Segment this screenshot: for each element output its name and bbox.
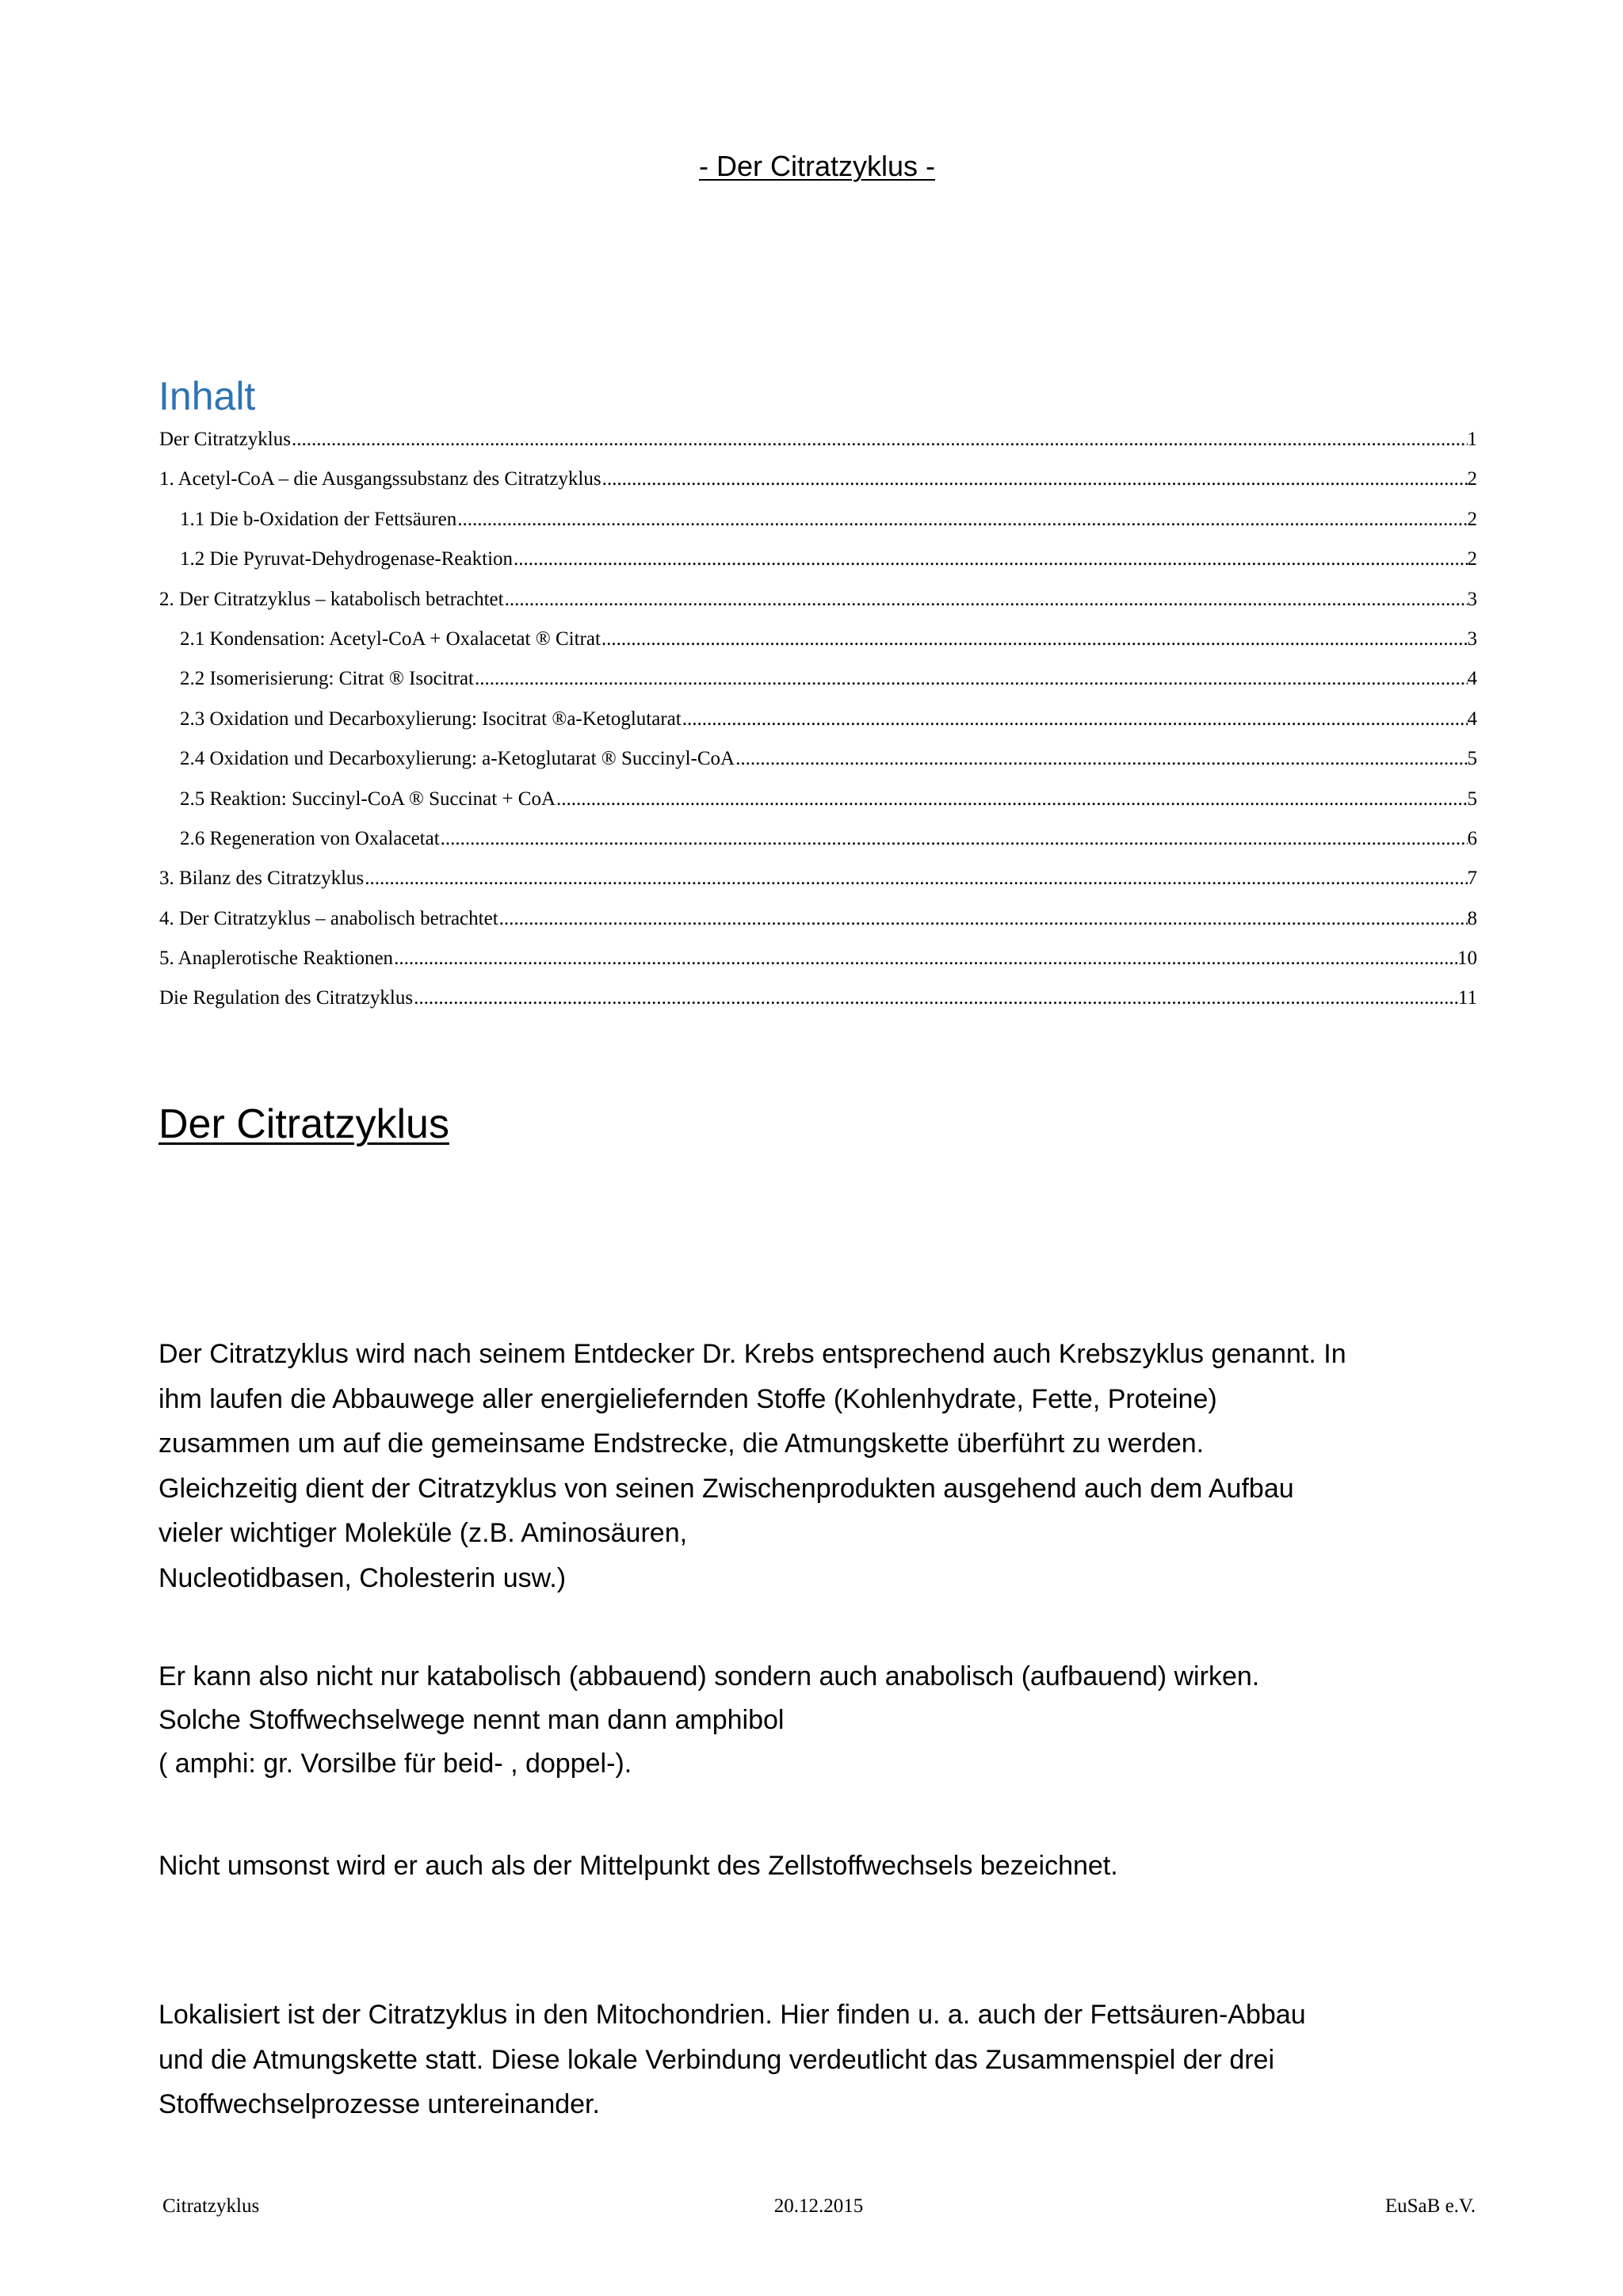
toc-entry-label: 2.1 Kondensation: Acetyl-CoA + Oxalacetat ® Citrat (180, 627, 601, 650)
paragraph-line: Lokalisiert ist der Citratzyklus in den Mitochondrien. Hier finden u. a. auch der Fettsäuren-Abbau (158, 2000, 1306, 2030)
toc-entry-page: 1 (1467, 429, 1477, 450)
paragraph-line: ( amphi: gr. Vorsilbe für beid- , doppel-). (158, 1749, 632, 1779)
toc-entry-page: 10 (1457, 948, 1477, 970)
toc-leader (735, 739, 1467, 779)
toc-leader (601, 620, 1468, 659)
toc-leader (364, 859, 1467, 898)
toc-entry-label: 1. Acetyl-CoA – die Ausgangssubstanz des Citratzyklus (159, 468, 601, 490)
toc-entry-label: 2.3 Oxidation und Decarboxylierung: Isocitrat ®a-Ketoglutarat (180, 707, 682, 730)
table-of-contents (159, 420, 1477, 1019)
toc-entry-label: 2.5 Reaktion: Succinyl-CoA ® Succinat + CoA (180, 788, 556, 810)
page-footer (0, 2195, 1623, 2218)
toc-heading: Inhalt (158, 374, 256, 418)
toc-entry[interactable] (159, 978, 1477, 1018)
page-title (11, 149, 1623, 184)
paragraph (158, 1332, 1346, 1601)
toc-entry-label: 2.6 Regeneration von Oxalacetat (180, 827, 440, 849)
paragraph-line: Gleichzeitig dient der Citratzyklus von seinen Zwischenprodukten ausgehend auch dem Aufbau (158, 1473, 1294, 1504)
toc-entry[interactable] (159, 460, 1477, 499)
toc-entry-label: Die Regulation des Citratzyklus (159, 987, 414, 1009)
toc-entry-page: 2 (1467, 468, 1477, 490)
toc-entry[interactable] (159, 739, 1477, 779)
paragraph-line: Solche Stoffwechselwege nennt man dann amphibol (158, 1705, 785, 1735)
toc-entry-label: 2. Der Citratzyklus – katabolisch betrachtet (159, 588, 504, 610)
toc-entry-page: 2 (1467, 508, 1477, 530)
toc-entry-label: 2.4 Oxidation und Decarboxylierung: a-Ketoglutarat ® Succinyl-CoA (180, 748, 735, 770)
toc-leader (413, 978, 1458, 1018)
toc-entry-page: 6 (1467, 827, 1477, 849)
toc-entry-label: 5. Anaplerotische Reaktionen (159, 948, 394, 970)
toc-leader (513, 540, 1467, 579)
toc-entry-page: 5 (1467, 748, 1477, 770)
section-heading (158, 1100, 449, 1149)
toc-entry-label: 1.1 Die b-Oxidation der Fettsäuren (180, 508, 457, 530)
paragraph (158, 1655, 1259, 1786)
paragraph-line: Er kann also nicht nur katabolisch (abbauend) sondern auch anabolisch (aufbauend) wirken. (158, 1661, 1260, 1691)
toc-entry[interactable] (159, 420, 1477, 460)
toc-leader (393, 939, 1457, 978)
paragraph (158, 1844, 1118, 1889)
toc-entry[interactable] (159, 580, 1477, 620)
paragraph-line: vieler wichtiger Moleküle (z.B. Aminosäuren, (158, 1518, 688, 1549)
toc-entry-page: 5 (1467, 788, 1477, 810)
toc-entry-page: 4 (1467, 668, 1477, 690)
paragraph-line: Nucleotidbasen, Cholesterin usw.) (158, 1562, 567, 1593)
toc-entry-page: 3 (1467, 588, 1477, 610)
section-heading-text: Der Citratzyklus (158, 1101, 449, 1147)
toc-entry-page: 4 (1467, 707, 1477, 730)
paragraph (158, 1993, 1306, 2127)
toc-leader (504, 580, 1468, 620)
paragraph-line: Nicht umsonst wird er auch als der Mittelpunkt des Zellstoffwechsels bezeichnet. (158, 1851, 1118, 1881)
toc-leader (440, 819, 1468, 859)
toc-entry-page: 7 (1467, 868, 1477, 890)
footer-organization: EuSaB e.V. (1384, 2195, 1476, 2217)
toc-entry[interactable] (159, 620, 1477, 659)
page-title-text: - Der Citratzyklus - (698, 150, 936, 182)
toc-entry[interactable] (159, 859, 1477, 898)
toc-leader (601, 460, 1468, 499)
paragraph-line: und die Atmungskette statt. Diese lokale Verbindung verdeutlicht das Zusammenspiel der drei (158, 2044, 1275, 2075)
toc-entry[interactable] (159, 659, 1477, 699)
toc-entry[interactable] (159, 700, 1477, 739)
toc-leader (291, 420, 1468, 460)
paragraph-line: zusammen um auf die gemeinsame Endstrecke, die Atmungskette überführt zu werden. (158, 1428, 1205, 1459)
footer-date: 20.12.2015 (773, 2195, 864, 2217)
toc-entry-page: 3 (1467, 627, 1477, 650)
paragraph-line: Der Citratzyklus wird nach seinem Entdecker Dr. Krebs entsprechend auch Krebszyklus genannt. In (158, 1339, 1346, 1369)
paragraph-line: ihm laufen die Abbauwege aller energieliefernden Stoffe (Kohlenhydrate, Fette, Proteine) (158, 1383, 1217, 1414)
toc-leader (682, 700, 1468, 739)
toc-entry[interactable] (159, 780, 1477, 819)
footer-document-name: Citratzyklus (162, 2195, 260, 2217)
toc-entry-label: 2.2 Isomerisierung: Citrat ® Isocitrat (180, 668, 474, 690)
toc-entry-page: 2 (1467, 548, 1477, 570)
paragraph-line: Stoffwechselprozesse untereinander. (158, 2089, 600, 2120)
toc-entry-label: Der Citratzyklus (159, 429, 291, 450)
toc-entry-page: 11 (1457, 987, 1477, 1009)
toc-entry[interactable] (159, 899, 1477, 939)
toc-leader (556, 780, 1467, 819)
toc-leader (474, 659, 1468, 699)
toc-entry-label: 1.2 Die Pyruvat-Dehydrogenase-Reaktion (180, 548, 514, 570)
toc-leader (456, 500, 1467, 540)
toc-entry-page: 8 (1467, 907, 1477, 929)
toc-entry[interactable] (159, 540, 1477, 579)
toc-leader (498, 899, 1468, 939)
toc-entry-label: 4. Der Citratzyklus – anabolisch betrachtet (159, 907, 498, 929)
toc-entry[interactable] (159, 939, 1477, 978)
toc-entry-label: 3. Bilanz des Citratzyklus (159, 868, 365, 890)
toc-entry[interactable] (159, 500, 1477, 540)
toc-entry[interactable] (159, 819, 1477, 859)
